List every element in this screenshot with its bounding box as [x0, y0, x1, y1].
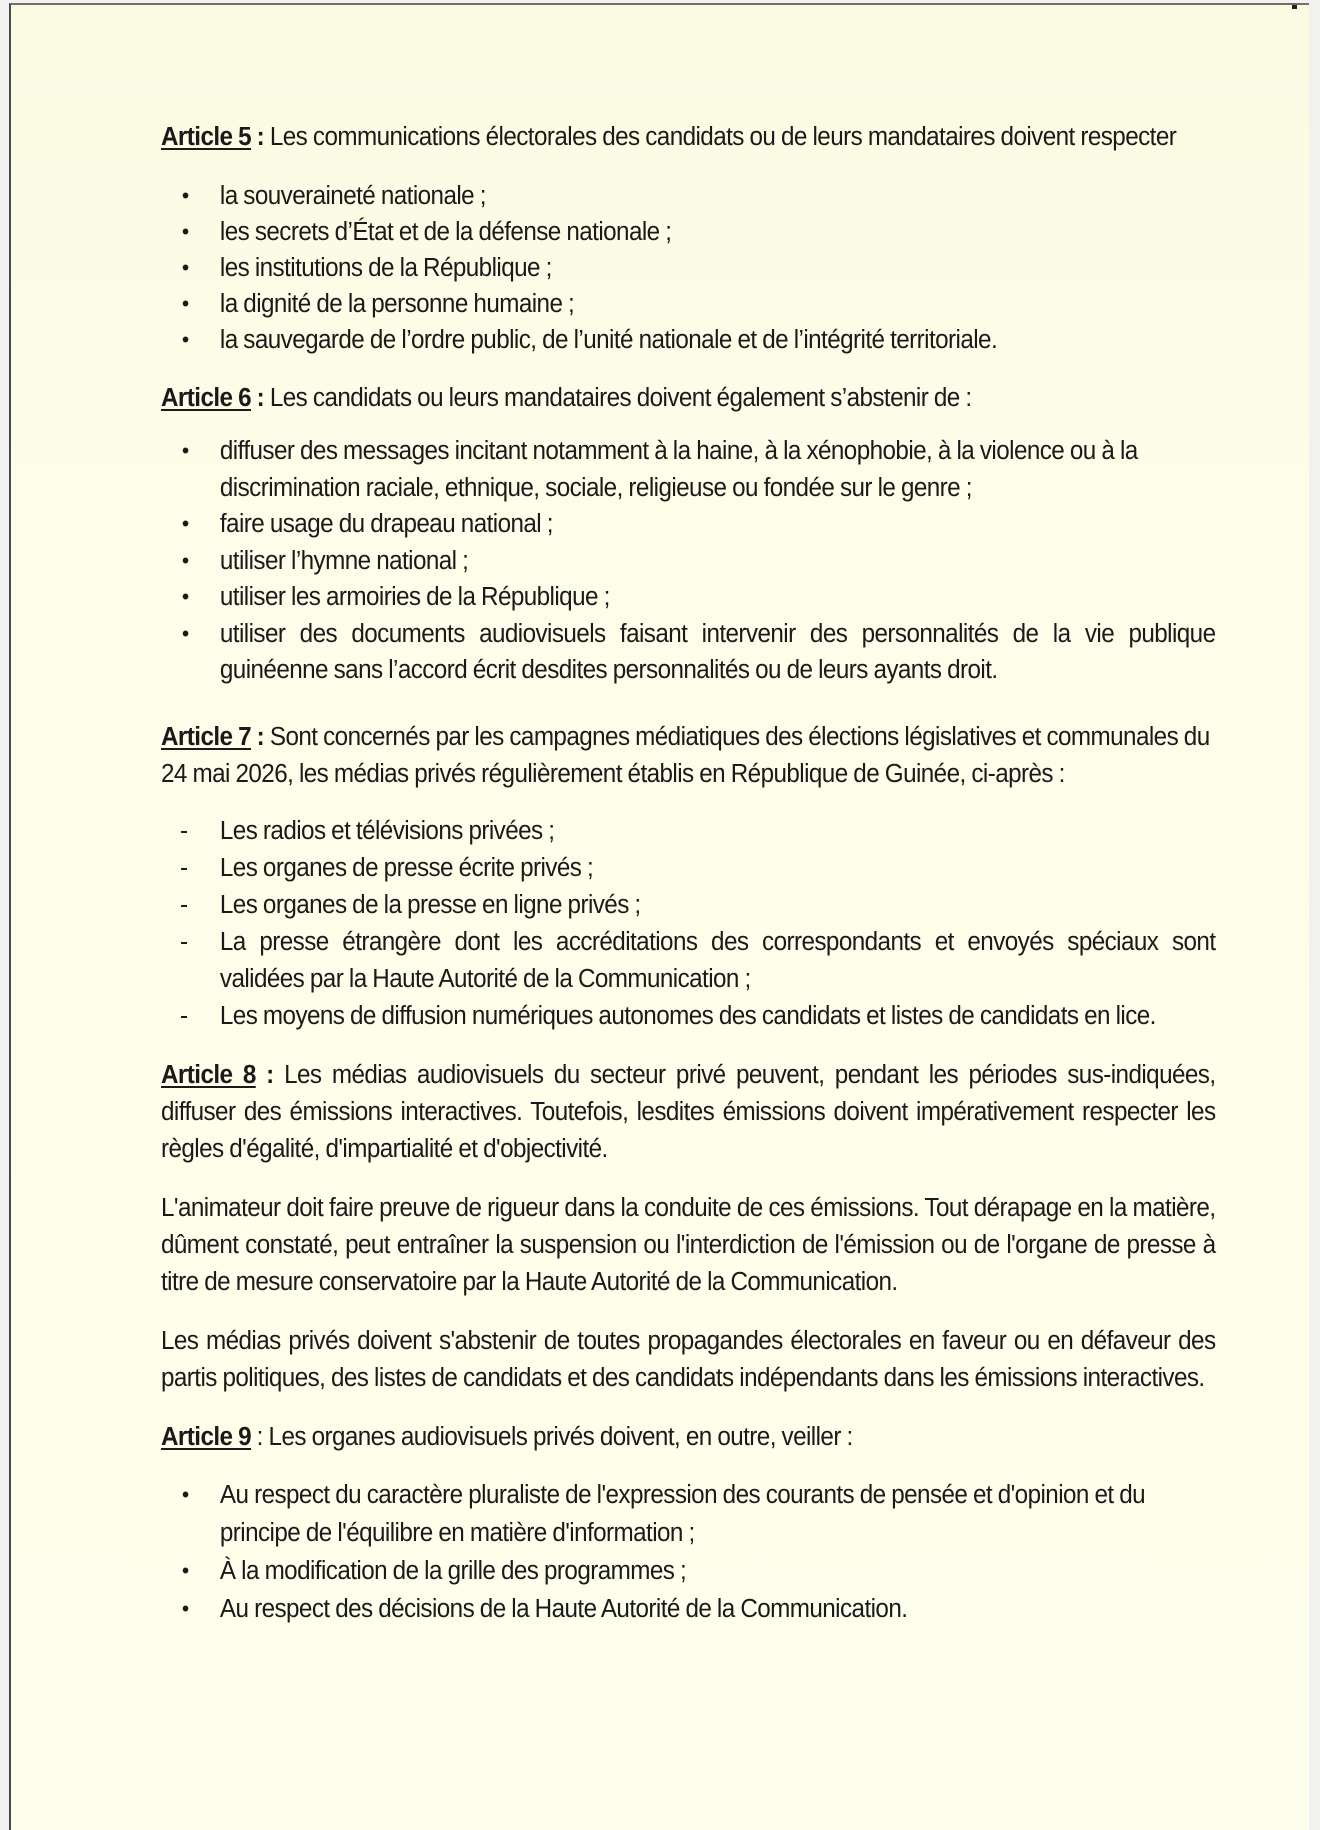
- list-item-text: Les moyens de diffusion numériques autonomes des candidats et listes de candidats en lice.: [219, 1001, 1156, 1030]
- article-5-list: [161, 178, 1216, 358]
- list-item: [181, 433, 1216, 506]
- article-8-label: Article 8: [161, 1060, 256, 1089]
- article-9-label: Article 9: [161, 1422, 251, 1451]
- list-item: [181, 1590, 1216, 1628]
- dash-icon: -: [180, 927, 188, 956]
- article-6-colon: :: [250, 384, 270, 412]
- list-item: [180, 813, 1216, 850]
- bullet-icon: •: [181, 1481, 189, 1507]
- bullet-icon: •: [181, 438, 189, 463]
- list-item-text: faire usage du drapeau national ;: [219, 510, 553, 538]
- article-6-heading: [161, 380, 1216, 417]
- article-7-label: Article 7: [161, 722, 251, 751]
- list-item-text: la sauvegarde de l’ordre public, de l’unité nationale et de l’intégrité territoriale.: [219, 326, 998, 354]
- article-7-colon: :: [250, 722, 270, 751]
- list-item: [181, 214, 1216, 250]
- list-item: [181, 1552, 1216, 1590]
- dash-icon: -: [180, 1001, 188, 1030]
- bullet-icon: •: [181, 183, 189, 208]
- list-item: [181, 178, 1216, 214]
- list-item: [180, 998, 1216, 1035]
- list-item: [181, 250, 1216, 286]
- list-item: [180, 887, 1216, 924]
- article-7-heading: [161, 719, 1216, 793]
- list-item-text: les institutions de la République ;: [219, 254, 552, 282]
- article-8-paragraph: Les médias privés doivent s'abstenir de toutes propagandes électorales en faveur ou en défaveur des partis politiques, des listes de candidats et des candidats indépendants dans les émissions interactives.: [161, 1326, 1216, 1392]
- article-5-heading: [161, 119, 1216, 156]
- list-item: [181, 616, 1216, 689]
- article-5-intro: Les communications électorales des candidats ou de leurs mandataires doivent respecter: [269, 123, 1177, 151]
- list-item-text: la dignité de la personne humaine ;: [219, 290, 575, 318]
- list-item: [180, 924, 1216, 998]
- scan-corner-mark: [1292, 5, 1297, 9]
- list-item: [181, 543, 1216, 580]
- article-9-list: [161, 1476, 1216, 1628]
- bullet-icon: •: [181, 327, 189, 352]
- document-page: [9, 3, 1309, 1830]
- list-item-text: la souveraineté nationale ;: [219, 182, 486, 210]
- list-item-text: Au respect du caractère pluraliste de l'expression des courants de pensée et d'opinion et du principe de l'équilibre en matière d'information ;: [219, 1480, 1146, 1547]
- list-item: [181, 506, 1216, 543]
- list-item-text: La presse étrangère dont les accréditations des correspondants et envoyés spéciaux sont validées par la Haute Autorité de la Communication ;: [219, 927, 1216, 993]
- article-5: [161, 119, 1216, 358]
- bullet-icon: •: [181, 1557, 189, 1583]
- list-item-text: Les organes de presse écrite privés ;: [219, 853, 594, 882]
- article-7: [161, 719, 1216, 1035]
- bullet-icon: •: [181, 291, 189, 316]
- article-9-intro: Les organes audiovisuels privés doivent, en outre, veiller :: [268, 1422, 853, 1451]
- document-body: [161, 119, 1216, 1628]
- bullet-icon: •: [181, 1595, 189, 1621]
- article-9: [161, 1419, 1216, 1628]
- article-5-colon: :: [250, 123, 270, 151]
- article-7-list: [161, 813, 1216, 1035]
- list-item-text: Au respect des décisions de la Haute Autorité de la Communication.: [219, 1594, 908, 1623]
- article-8-intro: Les médias audiovisuels du secteur privé peuvent, pendant les périodes sus-indiquées, diffuser des émissions interactives. Toutefois, lesdites émissions doivent impérativement respecter les règles d'égalité, d'impartialité et d'objectivité.: [161, 1060, 1216, 1163]
- list-item-text: utiliser les armoiries de la République ;: [219, 583, 610, 611]
- list-item: [180, 850, 1216, 887]
- article-6-list: [161, 433, 1216, 689]
- article-8: [161, 1057, 1216, 1397]
- list-item-text: utiliser l’hymne national ;: [219, 546, 469, 575]
- bullet-icon: •: [181, 547, 189, 573]
- article-8-colon: :: [255, 1060, 285, 1089]
- list-item-text: diffuser des messages incitant notamment à la haine, à la xénophobie, à la violence ou à la discrimination raciale, ethnique, sociale, religieuse ou fondée sur le genre ;: [219, 437, 1138, 502]
- list-item-text: les secrets d’État et de la défense nationale ;: [219, 218, 672, 246]
- list-item: [181, 1476, 1216, 1552]
- bullet-icon: •: [181, 511, 189, 536]
- article-6-intro: Les candidats ou leurs mandataires doivent également s’abstenir de :: [269, 384, 972, 412]
- bullet-icon: •: [181, 620, 189, 646]
- list-item-text: Les organes de la presse en ligne privés ;: [219, 890, 641, 919]
- dash-icon: -: [180, 853, 188, 882]
- article-7-intro: Sont concernés par les campagnes médiatiques des élections législatives et communales du 24 mai 2026, les médias privés régulièrement établis en République de Guinée, ci-après :: [161, 722, 1210, 788]
- article-9-heading: [161, 1419, 1216, 1456]
- article-9-colon: :: [250, 1422, 269, 1451]
- article-6-label: Article 6: [161, 384, 251, 412]
- list-item: [181, 322, 1216, 358]
- article-8-heading: [161, 1057, 1216, 1168]
- list-item-text: Les radios et télévisions privées ;: [219, 816, 555, 845]
- list-item-text: À la modification de la grille des programmes ;: [219, 1556, 687, 1585]
- dash-icon: -: [180, 816, 188, 845]
- list-item: [181, 579, 1216, 616]
- article-5-label: Article 5: [161, 123, 251, 151]
- bullet-icon: •: [181, 584, 189, 609]
- bullet-icon: •: [181, 219, 189, 244]
- list-item-text: utiliser des documents audiovisuels faisant intervenir des personnalités de la vie publique guinéenne sans l’accord écrit desdites personnalités ou de leurs ayants droit.: [219, 619, 1216, 684]
- dash-icon: -: [180, 890, 188, 919]
- bullet-icon: •: [181, 255, 189, 280]
- list-item: [181, 286, 1216, 322]
- article-8-paragraph: L'animateur doit faire preuve de rigueur dans la conduite de ces émissions. Tout dérapage en la matière, dûment constaté, peut entraîner la suspension ou l'interdiction de l'émission ou de l'organe de presse à titre de mesure conservatoire par la Haute Autorité de la Communication.: [161, 1193, 1216, 1296]
- article-6: [161, 380, 1216, 689]
